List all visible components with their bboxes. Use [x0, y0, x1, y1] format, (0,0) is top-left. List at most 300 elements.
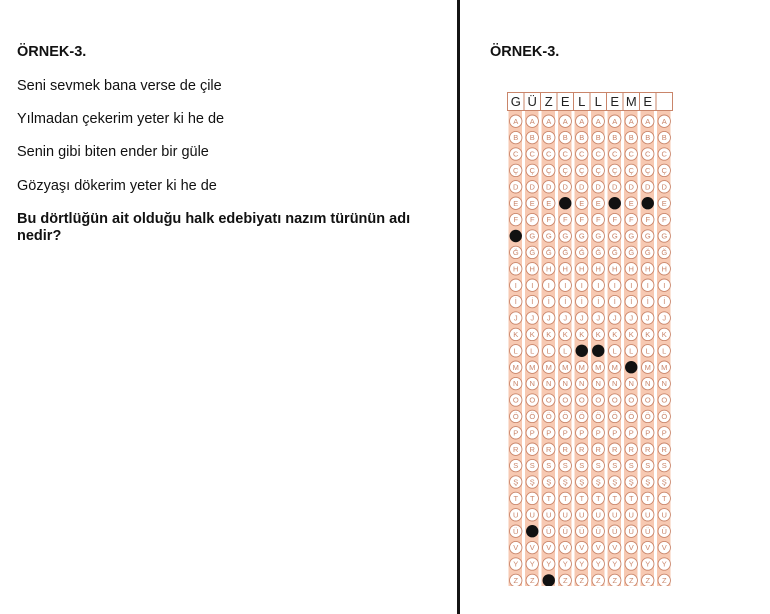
bubble-letter: V — [529, 543, 535, 553]
bubble-letter: R — [546, 444, 552, 454]
bubble-letter: I — [597, 280, 600, 290]
bubble-letter: H — [579, 264, 585, 274]
bubble-letter: G — [644, 231, 651, 241]
answer-title: ÖRNEK-3. — [490, 44, 560, 60]
bubble-letter: A — [595, 116, 601, 126]
bubble-letter: T — [661, 494, 667, 503]
bubble-letter: I — [514, 280, 517, 290]
bubble-letter: G — [661, 231, 668, 241]
bubble-letter: Y — [645, 559, 651, 569]
bubble-letter: B — [579, 133, 585, 143]
bubble-letter: İ — [547, 297, 550, 307]
bubble-letter: Ü — [579, 526, 585, 536]
bubble-letter: U — [661, 510, 667, 520]
bubble-letter: Z — [645, 576, 651, 585]
bubble-letter: M — [595, 362, 602, 372]
bubble-letter: Z — [529, 576, 535, 585]
bubble-letter: Ö — [529, 412, 536, 421]
bubble-letter: U — [562, 510, 568, 520]
bubble-letter: Z — [579, 576, 585, 585]
bubble-letter: M — [545, 362, 552, 372]
bubble-letter: N — [562, 379, 568, 389]
bubble-letter: I — [613, 280, 616, 290]
bubble-letter: J — [563, 313, 568, 323]
bubble-letter: U — [529, 510, 535, 520]
filled-bubble — [526, 525, 538, 537]
bubble-letter: G — [611, 231, 618, 241]
filled-bubble — [510, 230, 522, 242]
bubble-letter: V — [562, 543, 568, 553]
bubble-letter: M — [661, 362, 668, 372]
bubble-letter: Y — [546, 559, 552, 569]
bubble-letter: Z — [562, 576, 568, 585]
bubble-letter: Ğ — [661, 248, 668, 257]
filled-bubble — [625, 361, 637, 373]
bubble-letter: C — [579, 149, 585, 159]
bubble-letter: S — [595, 461, 601, 471]
bubble-letter: Y — [529, 559, 535, 569]
bubble-letter: A — [579, 116, 585, 126]
bubble-letter: C — [628, 149, 634, 159]
bubble-letter: D — [628, 182, 634, 192]
bubble-letter: Ö — [611, 412, 618, 421]
bubble-letter: B — [661, 133, 667, 143]
bubble-letter: I — [580, 280, 583, 290]
bubble-letter: H — [513, 264, 519, 274]
bubble-letter: J — [530, 313, 535, 323]
answer-letter-box — [656, 93, 673, 111]
bubble-letter: L — [546, 346, 551, 356]
bubble-letter: Ğ — [545, 248, 552, 257]
bubble-letter: T — [513, 494, 519, 503]
bubble-letter: Z — [595, 576, 601, 585]
bubble-letter: Z — [513, 576, 519, 585]
bubble-letter: B — [529, 133, 535, 143]
bubble-letter: E — [529, 198, 535, 208]
bubble-letter: D — [645, 182, 651, 192]
bubble-letter: K — [612, 330, 618, 339]
bubble-letter: B — [546, 133, 552, 143]
bubble-letter: İ — [663, 297, 666, 307]
bubble-letter: P — [628, 428, 634, 438]
bubble-letter: F — [546, 215, 552, 225]
bubble-letter: O — [512, 395, 519, 405]
bubble-letter: O — [661, 395, 668, 405]
bubble-letter: V — [546, 543, 552, 553]
bubble-letter: N — [661, 379, 667, 389]
bubble-letter: H — [645, 264, 651, 274]
bubble-letter: Ü — [661, 526, 667, 536]
bubble-letter: N — [628, 379, 634, 389]
bubble-letter: Ç — [595, 166, 601, 175]
bubble-letter: R — [562, 444, 568, 454]
bubble-letter: Z — [628, 576, 634, 585]
bubble-letter: A — [529, 116, 535, 126]
bubble-letter: Ş — [579, 477, 585, 487]
answer-grid — [507, 92, 674, 586]
bubble-letter: T — [645, 494, 651, 503]
bubble-letter: G — [595, 231, 602, 241]
bubble-letter: O — [562, 395, 569, 405]
bubble-letter: L — [662, 346, 667, 356]
bubble-letter: J — [579, 313, 584, 323]
bubble-letter: A — [628, 116, 634, 126]
bubble-letter: D — [529, 182, 535, 192]
bubble-letter: M — [644, 362, 651, 372]
answer-letter: L — [578, 94, 586, 109]
answer-letter: E — [610, 94, 620, 109]
bubble-letter: Ş — [661, 477, 667, 487]
bubble-letter: N — [595, 379, 601, 389]
bubble-letter: A — [612, 116, 618, 126]
answer-letter: M — [625, 94, 637, 109]
bubble-letter: R — [661, 444, 667, 454]
bubble-letter: O — [644, 395, 651, 405]
bubble-letter: Ö — [661, 412, 668, 421]
bubble-letter: İ — [630, 297, 633, 307]
bubble-letter: C — [529, 149, 535, 159]
bubble-letter: R — [628, 444, 634, 454]
bubble-letter: Ç — [612, 166, 618, 175]
bubble-letter: R — [645, 444, 651, 454]
bubble-letter: N — [546, 379, 552, 389]
bubble-letter: G — [562, 231, 569, 241]
filled-bubble — [576, 345, 588, 357]
bubble-letter: K — [595, 330, 601, 339]
bubble-letter: P — [612, 428, 618, 438]
bubble-letter: L — [530, 346, 535, 356]
bubble-letter: R — [612, 444, 618, 454]
bubble-letter: L — [612, 346, 617, 356]
bubble-letter: F — [645, 215, 651, 225]
bubble-letter: Ş — [513, 477, 519, 487]
bubble-letter: Y — [513, 559, 519, 569]
bubble-letter: F — [529, 215, 535, 225]
bubble-letter: M — [562, 362, 569, 372]
bubble-letter: Ğ — [562, 248, 569, 257]
bubble-letter: V — [612, 543, 618, 553]
answer-letter: E — [560, 94, 570, 109]
bubble-letter: İ — [597, 297, 600, 307]
bubble-letter: S — [661, 461, 667, 471]
bubble-letter: A — [661, 116, 667, 126]
bubble-letter: G — [578, 231, 585, 241]
bubble-letter: S — [513, 461, 519, 471]
bubble-letter: L — [563, 346, 568, 356]
bubble-letter: P — [661, 428, 667, 438]
bubble-letter: R — [529, 444, 535, 454]
bubble-letter: C — [595, 149, 601, 159]
bubble-letter: K — [645, 330, 651, 339]
bubble-letter: U — [513, 510, 519, 520]
bubble-letter: L — [513, 346, 518, 356]
filled-bubble — [609, 197, 621, 209]
bubble-letter: E — [513, 198, 519, 208]
bubble-letter: D — [595, 182, 601, 192]
bubble-letter: Y — [661, 559, 667, 569]
bubble-letter: P — [529, 428, 535, 438]
bubble-letter: Ç — [628, 166, 634, 175]
bubble-letter: V — [579, 543, 585, 553]
bubble-letter: S — [562, 461, 568, 471]
bubble-letter: F — [595, 215, 601, 225]
bubble-letter: R — [595, 444, 601, 454]
bubble-letter: M — [611, 362, 618, 372]
bubble-letter: İ — [580, 297, 583, 307]
bubble-letter: N — [645, 379, 651, 389]
bubble-letter: N — [529, 379, 535, 389]
bubble-letter: N — [612, 379, 618, 389]
bubble-letter: K — [579, 330, 585, 339]
bubble-letter: Ü — [546, 526, 552, 536]
bubble-letter: I — [547, 280, 550, 290]
bubble-letter: Ü — [513, 526, 519, 536]
bubble-letter: Ş — [612, 477, 618, 487]
bubble-letter: E — [595, 198, 601, 208]
bubble-letter: H — [595, 264, 601, 274]
optical-answer-sheet — [507, 92, 674, 586]
bubble-letter: B — [628, 133, 634, 143]
bubble-letter: S — [546, 461, 552, 471]
bubble-letter: P — [645, 428, 651, 438]
bubble-letter: S — [612, 461, 618, 471]
bubble-letter: D — [513, 182, 519, 192]
bubble-letter: Ğ — [529, 248, 536, 257]
bubble-letter: C — [562, 149, 568, 159]
filled-bubble — [559, 197, 571, 209]
bubble-letter: Ç — [645, 166, 651, 175]
bubble-letter: B — [562, 133, 568, 143]
page-divider — [457, 0, 460, 614]
answer-letter: Ü — [527, 94, 537, 109]
bubble-letter: Z — [612, 576, 618, 585]
bubble-letter: Z — [661, 576, 667, 585]
bubble-letter: B — [595, 133, 601, 143]
bubble-letter: A — [546, 116, 552, 126]
bubble-letter: V — [595, 543, 601, 553]
bubble-letter: H — [562, 264, 568, 274]
bubble-letter: J — [612, 313, 617, 323]
bubble-letter: H — [628, 264, 634, 274]
bubble-letter: U — [645, 510, 651, 520]
bubble-letter: Ö — [595, 412, 602, 421]
bubble-letter: P — [595, 428, 601, 438]
bubble-letter: R — [579, 444, 585, 454]
bubble-letter: E — [661, 198, 667, 208]
bubble-letter: T — [562, 494, 568, 503]
bubble-letter: U — [546, 510, 552, 520]
bubble-letter: U — [595, 510, 601, 520]
bubble-letter: O — [611, 395, 618, 405]
bubble-letter: Ü — [645, 526, 651, 536]
bubble-letter: Ğ — [644, 248, 651, 257]
bubble-letter: Ö — [644, 412, 651, 421]
bubble-letter: V — [628, 543, 634, 553]
bubble-letter: M — [512, 362, 519, 372]
bubble-letter: Ş — [595, 477, 601, 487]
bubble-letter: Ş — [628, 477, 634, 487]
filled-bubble — [642, 197, 654, 209]
bubble-letter: D — [546, 182, 552, 192]
bubble-letter: T — [529, 494, 535, 503]
bubble-letter: İ — [514, 297, 517, 307]
bubble-letter: Ç — [562, 166, 568, 175]
bubble-letter: B — [645, 133, 651, 143]
bubble-letter: Y — [595, 559, 601, 569]
bubble-letter: H — [661, 264, 667, 274]
bubble-letter: T — [546, 494, 552, 503]
answer-letter: Z — [544, 94, 553, 109]
bubble-letter: Ç — [661, 166, 667, 175]
bubble-letter: O — [545, 395, 552, 405]
bubble-letter: Y — [612, 559, 618, 569]
bubble-letter: D — [661, 182, 667, 192]
bubble-letter: V — [661, 543, 667, 553]
bubble-letter: Ğ — [578, 248, 585, 257]
bubble-letter: Ş — [645, 477, 651, 487]
bubble-letter: J — [546, 313, 551, 323]
bubble-letter: S — [645, 461, 651, 471]
filled-bubble — [592, 345, 604, 357]
bubble-letter: V — [645, 543, 651, 553]
bubble-letter: F — [612, 215, 618, 225]
bubble-letter: B — [612, 133, 618, 143]
bubble-letter: O — [578, 395, 585, 405]
bubble-letter: Ü — [628, 526, 634, 536]
bubble-letter: P — [562, 428, 568, 438]
bubble-letter: İ — [564, 297, 567, 307]
bubble-letter: J — [662, 313, 667, 323]
bubble-letter: K — [562, 330, 568, 339]
bubble-letter: K — [529, 330, 535, 339]
bubble-letter: D — [579, 182, 585, 192]
bubble-letter: D — [612, 182, 618, 192]
bubble-letter: Y — [579, 559, 585, 569]
bubble-letter: Ç — [513, 166, 519, 175]
bubble-letter: I — [531, 280, 534, 290]
bubble-letter: S — [579, 461, 585, 471]
bubble-letter: Ö — [628, 412, 635, 421]
bubble-letter: I — [630, 280, 633, 290]
bubble-letter: C — [546, 149, 552, 159]
bubble-letter: H — [529, 264, 535, 274]
bubble-letter: A — [513, 116, 519, 126]
bubble-letter: P — [546, 428, 552, 438]
bubble-letter: O — [628, 395, 635, 405]
bubble-letter: O — [595, 395, 602, 405]
bubble-letter: İ — [646, 297, 649, 307]
bubble-letter: C — [612, 149, 618, 159]
bubble-letter: M — [529, 362, 536, 372]
bubble-letter: H — [612, 264, 618, 274]
bubble-letter: U — [628, 510, 634, 520]
bubble-letter: Ü — [595, 526, 601, 536]
bubble-letter: T — [612, 494, 618, 503]
bubble-letter: I — [564, 280, 567, 290]
bubble-letter: A — [645, 116, 651, 126]
bubble-letter: Ç — [529, 166, 535, 175]
answer-letter: G — [510, 94, 521, 109]
bubble-letter: İ — [613, 297, 616, 307]
bubble-letter: Ş — [529, 477, 535, 487]
bubble-letter: J — [513, 313, 518, 323]
bubble-letter: T — [595, 494, 601, 503]
bubble-letter: C — [645, 149, 651, 159]
bubble-letter: E — [628, 198, 634, 208]
bubble-letter: I — [646, 280, 649, 290]
poem-line-4: Gözyaşı dökerim yeter ki he de — [17, 178, 217, 194]
bubble-letter: K — [661, 330, 667, 339]
bubble-letter: T — [579, 494, 585, 503]
bubble-letter: V — [513, 543, 519, 553]
bubble-letter: J — [596, 313, 601, 323]
bubble-letter: Ğ — [611, 248, 618, 257]
bubble-letter: J — [645, 313, 650, 323]
bubble-letter: Ğ — [512, 248, 519, 257]
bubble-letter: H — [546, 264, 552, 274]
bubble-letter: F — [513, 215, 519, 225]
bubble-letter: Ç — [546, 166, 552, 175]
bubble-letter: Ö — [512, 412, 519, 421]
bubble-letter: A — [562, 116, 568, 126]
bubble-letter: E — [579, 198, 585, 208]
bubble-letter: G — [628, 231, 635, 241]
bubble-letter: L — [645, 346, 650, 356]
bubble-letter: Ş — [562, 477, 568, 487]
bubble-letter: K — [628, 330, 634, 339]
bubble-letter: Ö — [545, 412, 552, 421]
bubble-letter: Ü — [562, 526, 568, 536]
bubble-letter: F — [628, 215, 634, 225]
bubble-letter: K — [513, 330, 519, 339]
example-title: ÖRNEK-3. — [17, 44, 87, 60]
bubble-letter: G — [545, 231, 552, 241]
bubble-letter: K — [546, 330, 552, 339]
bubble-letter: B — [513, 133, 519, 143]
bubble-letter: F — [661, 215, 667, 225]
bubble-letter: P — [513, 428, 519, 438]
bubble-letter: P — [579, 428, 585, 438]
bubble-letter: Y — [562, 559, 568, 569]
poem-line-3: Senin gibi biten ender bir güle — [17, 144, 209, 160]
bubble-letter: İ — [531, 297, 534, 307]
bubble-letter: L — [629, 346, 634, 356]
bubble-letter: R — [513, 444, 519, 454]
answer-letter: L — [594, 94, 602, 109]
bubble-letter: Ö — [578, 412, 585, 421]
bubble-letter: M — [578, 362, 585, 372]
bubble-letter: N — [579, 379, 585, 389]
bubble-letter: U — [579, 510, 585, 520]
bubble-letter: F — [562, 215, 568, 225]
bubble-letter: J — [629, 313, 634, 323]
question-text: Bu dörtlüğün ait olduğu halk edebiyatı nazım türünün adı nedir? — [17, 211, 411, 244]
bubble-letter: Ğ — [628, 248, 635, 257]
bubble-letter: S — [628, 461, 634, 471]
bubble-letter: S — [529, 461, 535, 471]
poem-line-1: Seni sevmek bana verse de çile — [17, 78, 222, 94]
bubble-letter: I — [663, 280, 666, 290]
bubble-letter: O — [529, 395, 536, 405]
bubble-letter: E — [546, 198, 552, 208]
bubble-letter: C — [513, 149, 519, 159]
bubble-letter: T — [628, 494, 634, 503]
poem-line-2: Yılmadan çekerim yeter ki he de — [17, 111, 225, 127]
bubble-letter: Ü — [612, 526, 618, 536]
bubble-letter: G — [529, 231, 536, 241]
bubble-letter: Ö — [562, 412, 569, 421]
bubble-letter: C — [661, 149, 667, 159]
